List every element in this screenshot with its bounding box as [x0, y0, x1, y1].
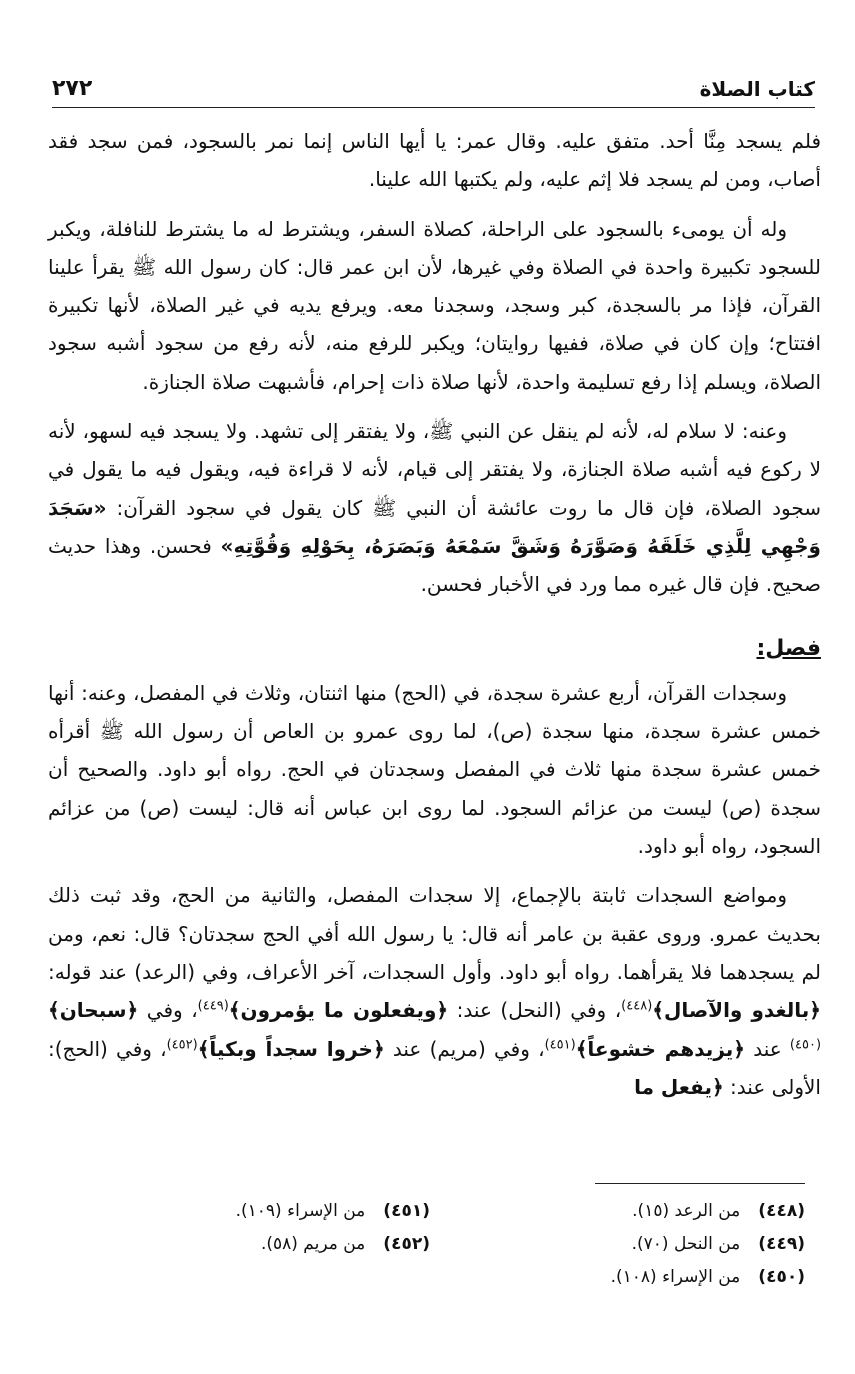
paragraph-5-text: ، وفي: [138, 998, 198, 1023]
footnote-text: من مريم (٥٨).: [260, 1234, 366, 1254]
paragraph-5-text: ، وفي (مريم) عند: [384, 1036, 545, 1061]
footnote-ref[interactable]: (٤٤٨): [621, 998, 653, 1014]
verse-quote: ﴿يفعل ما: [634, 1074, 724, 1099]
footnote-number: (٤٥١): [383, 1201, 430, 1221]
paragraph-5-text: ، وفي (النحل) عند:: [448, 998, 622, 1023]
section-heading: فصل:: [756, 635, 821, 661]
paragraph-2: وله أن يومىء بالسجود على الراحلة، كصلاة السفر، ويشترط له ما يشترط للنافلة، ويكبر للسجود تكبيرة واحدة في الصلاة وفي غيرها، لأن ابن عمر قال: كان رسول الله ﷺ يقرأ علينا القرآن، فإذا مر بالسجدة، كبر وسجد، وسجدنا معه. ويرفع يديه في غير الصلاة، لأنها تكبيرة افتتاح؛ وإن كان في صلاة، ففيها روايتان؛ ويكبر للرفع منه، لأنه رفع من سجود أشبه سجود الصلاة، ويسلم إذا رفع تسليمة واحدة، لأنها صلاة ذات إحرام، فأشبهت صلاة الجنازة.: [48, 216, 821, 394]
footnote-number: (٤٤٨): [758, 1201, 805, 1221]
footnote-number: (٤٥٠): [758, 1267, 805, 1287]
footnote-number: (٤٤٩): [758, 1234, 805, 1254]
footnote-text: من الإسراء (١٠٨).: [610, 1267, 741, 1287]
footnote-item: [475, 1264, 805, 1291]
footnote-number: (٤٥٢): [383, 1234, 430, 1254]
running-title: كتاب الصلاة: [699, 77, 815, 101]
verse-quote: ﴿سبحان﴾: [48, 998, 139, 1023]
footnote-text: من الإسراء (١٠٩).: [235, 1201, 366, 1221]
paragraph-3-text-a: وعنه: لا سلام له، لأنه لم ينقل عن النبي ﷺ، ولا يفتقر إلى تشهد. ولا يسجد فيه لسهو، لأنه لا ركوع فيه أشبه صلاة الجنازة، ولا يفتقر إلى قيام، لأنه لا قراءة فيه، ويقول فيه ما يقول في سجود الصلاة، فإن قال ما روت عائشة أن النبي ﷺ كان يقول في سجود القرآن:: [48, 419, 821, 520]
main-text: [48, 122, 821, 1117]
footnote-ref[interactable]: (٤٤٩): [197, 998, 229, 1014]
verse-quote: ﴿خروا سجداً وبكياً﴾: [197, 1036, 385, 1061]
paragraph-3-text-b: فحسن. وهذا حديث صحيح. فإن قال غيره مما ورد في الأخبار فحسن.: [48, 533, 821, 597]
page-header: [52, 52, 815, 108]
paragraph-1: فلم يسجد مِنَّا أحد. متفق عليه. وقال عمر: يا أيها الناس إنما نمر بالسجود، فمن سجد فقد أصاب، ومن لم يسجد فلا إثم عليه، ولم يكتبها الله علينا.: [48, 129, 821, 192]
footnote-item: [475, 1231, 805, 1258]
footnote-ref[interactable]: (٤٥٠): [789, 1036, 822, 1052]
footnote-text: من النحل (٧٠).: [631, 1234, 741, 1254]
page-number: ٢٧٢: [52, 76, 93, 101]
verse-quote: ﴿يزيدهم خشوعاً﴾: [575, 1036, 745, 1061]
verse-quote: ﴿ويفعلون ما يؤمرون﴾: [228, 998, 449, 1023]
footnote-item: [100, 1198, 430, 1225]
footnote-text: من الرعد (١٥).: [632, 1201, 741, 1221]
footnote-column-right: [475, 1198, 805, 1291]
footnotes: [100, 1198, 805, 1291]
footnote-ref[interactable]: (٤٥٢): [166, 1036, 198, 1052]
footnote-item: [100, 1231, 430, 1258]
paragraph-5: [48, 876, 821, 1106]
footnote-ref[interactable]: (٤٥١): [544, 1036, 576, 1052]
footnote-item: [475, 1198, 805, 1225]
footnote-divider: [595, 1183, 805, 1184]
verse-quote: ﴿بالغدو والآصال﴾: [652, 998, 822, 1023]
paragraph-4: وسجدات القرآن، أربع عشرة سجدة، في (الحج) منها اثنتان، وثلاث في المفصل، وعنه: أنها خمس عشرة سجدة، منها سجدة (ص)، لما روى عمرو بن العاص أن رسول الله ﷺ أقرأه خمس عشرة سجدة منها ثلاث في المفصل وسجدتان في الحج. رواه أبو داود. والصحيح أن سجدة (ص) ليست من عزائم السجود. لما روى ابن عباس أنه قال: ليست (ص) من عزائم السجود، رواه أبو داود.: [48, 680, 821, 859]
hadith-quote: «سَجَدَ وَجْهِي لِلَّذِي خَلَقَهُ وَصَوَّرَهُ وَشَقَّ سَمْعَهُ وَبَصَرَهُ، بِحَوْلِهِ وَقُوَّتِهِ»: [48, 495, 821, 558]
paragraph-5-text: عند: [745, 1036, 790, 1061]
paragraph-5-text: ومواضع السجدات ثابتة بالإجماع، إلا سجدات المفصل، والثانية من الحج، وقد ثبت ذلك بحديث عمرو. وروى عقبة بن عامر أنه قال: يا رسول الله أفي الحج سجدتان؟ قال: نعم، ومن لم يسجدهما فلا يقرأهما. رواه أبو داود. وأول السجدات، آخر الأعراف، وفي (الرعد) عند قوله:: [48, 883, 821, 984]
footnote-column-left: [100, 1198, 430, 1291]
paragraph-3: [48, 412, 821, 603]
paragraph-5-text: ، وفي (الحج): الأولى عند:: [48, 1036, 821, 1099]
